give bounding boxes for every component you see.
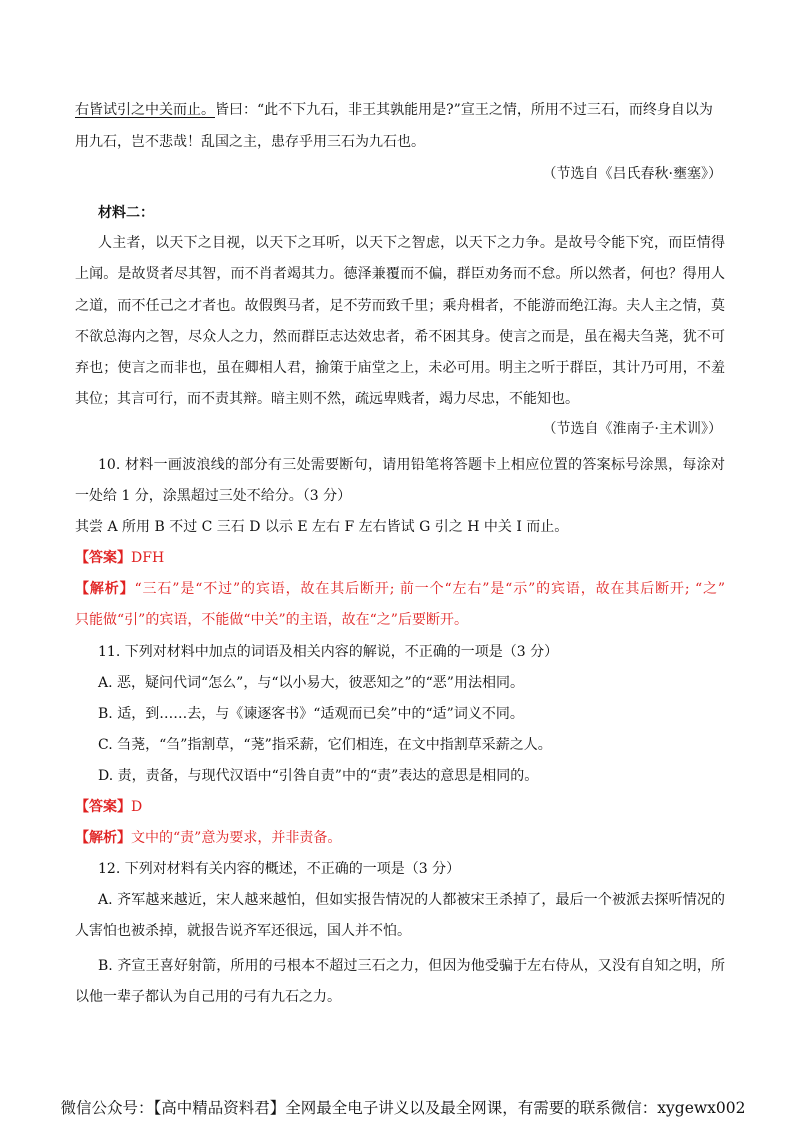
analysis-label: 【解析】 xyxy=(75,830,131,846)
q11-analysis xyxy=(75,828,341,848)
q12-option-b-line1: B. 齐宣王喜好射箭，所用的弓根本不超过三石之力，但因为他受骗于左右侍从，又没有自知之明，所 xyxy=(98,958,725,974)
q12-option-a-line2: 人害怕也被杀掉，就报告说齐军还很远，国人并不怕。 xyxy=(75,923,411,939)
material2-source: （节选自《淮南子·主术训》） xyxy=(542,421,722,437)
material2-line: 人主者，以天下之目视，以天下之耳听，以天下之智虑，以天下之力争。是故号令能下究，而臣情得 xyxy=(98,235,725,251)
q10-options: 其尝 A 所用 B 不过 C 三石 D 以示 E 左右 F 左右皆试 G 引之 H 中关 I 而止。 xyxy=(75,519,569,535)
analysis-text: 文中的“责”意为要求，并非责备。 xyxy=(131,830,342,846)
material2-line: 不欲总海内之智，尽众人之力，然而群臣志达效忠者，希不困其身。使言之而是，虽在褐夫刍荛，犹不可 xyxy=(75,329,725,345)
material2-line: 其位；其言可行，而不责其辩。暗主则不然，疏远卑贱者，竭力尽忠，不能知也。 xyxy=(75,391,579,407)
material1-line1 xyxy=(75,100,727,120)
wavy-underlined-text: 右皆试引之中关而止。 xyxy=(75,102,215,118)
material1-line2: 用九石，岂不悲哉！乱国之主，患存乎用三石为九石也。 xyxy=(75,134,425,150)
q12-option-b-line2: 以他一辈子都认为自己用的弓有九石之力。 xyxy=(75,989,341,1005)
q10-analysis-line1 xyxy=(75,579,725,599)
q11-option-a: A. 恶，疑问代词“怎么”，与“以小易大，彼恶知之”的“恶”用法相同。 xyxy=(98,675,524,691)
q11-option-b: B. 适，到……去，与《谏逐客书》“适观而已矣”中的“适”词义不同。 xyxy=(98,706,524,722)
analysis-text: “三石”是“不过”的宾语，故在其后断开; 前一个“左右”是“示”的宾语，故在其后断开; “之” xyxy=(134,581,726,597)
q11-option-d: D. 责，责备，与现代汉语中“引咎自责”中的“责”表达的意思是相同的。 xyxy=(98,768,539,784)
answer-value: D xyxy=(131,799,143,815)
q11-answer xyxy=(75,797,142,817)
material1-source: （节选自《吕氏春秋·壅塞》） xyxy=(542,166,722,182)
material2-line: 之道，而不任己之才者也。故假舆马者，足不劳而致千里；乘舟楫者，不能游而绝江海。夫人主之情，莫 xyxy=(75,298,725,314)
q12-stem: 12. 下列对材料有关内容的概述，不正确的一项是（3 分） xyxy=(98,861,461,877)
q11-option-c: C. 刍荛，“刍”指割草，“荛”指采薪，它们相连，在文中指割草采薪之人。 xyxy=(98,737,552,753)
answer-value: DFH xyxy=(131,550,165,566)
analysis-label: 【解析】 xyxy=(75,581,135,597)
material2-line: 上闻。是故贤者尽其智，而不肖者竭其力。德泽兼覆而不偏，群臣劝务而不怠。所以然者，何也？得用人 xyxy=(75,266,725,282)
q10-answer xyxy=(75,548,164,568)
q11-stem: 11. 下列对材料中加点的词语及相关内容的解说，不正确的一项是（3 分） xyxy=(98,644,559,660)
material1-line1-rest: 皆曰：“此不下九石，非王其孰能用是?”宣王之情，所用不过三石，而终身自以为 xyxy=(215,102,713,118)
q12-option-a-line1: A. 齐军越来越近，宋人越来越怕，但如实报告情况的人都被宋王杀掉了，最后一个被派去探听情况的 xyxy=(98,892,725,908)
answer-label: 【答案】 xyxy=(75,799,131,815)
q10-analysis-line2: 只能做“引”的宾语，不能做“中关”的主语，故在“之”后要断开。 xyxy=(75,612,468,628)
material2-heading: 材料二： xyxy=(98,205,154,221)
footer-watermark: 微信公众号：【高中精品资料君】全网最全电子讲义以及最全网课，有需要的联系微信：xygewx002 xyxy=(60,1099,746,1117)
material2-line: 弃也；使言之而非也，虽在卿相人君，揄策于庙堂之上，未必可用。明主之听于群臣，其计乃可用，不羞 xyxy=(75,360,725,376)
q10-stem-line2: 一处给 1 分，涂黑超过三处不给分。（3 分） xyxy=(75,488,352,504)
q10-stem-line1: 10. 材料一画波浪线的部分有三处需要断句，请用铅笔将答题卡上相应位置的答案标号涂黑，每涂对 xyxy=(98,457,725,473)
answer-label: 【答案】 xyxy=(75,550,131,566)
